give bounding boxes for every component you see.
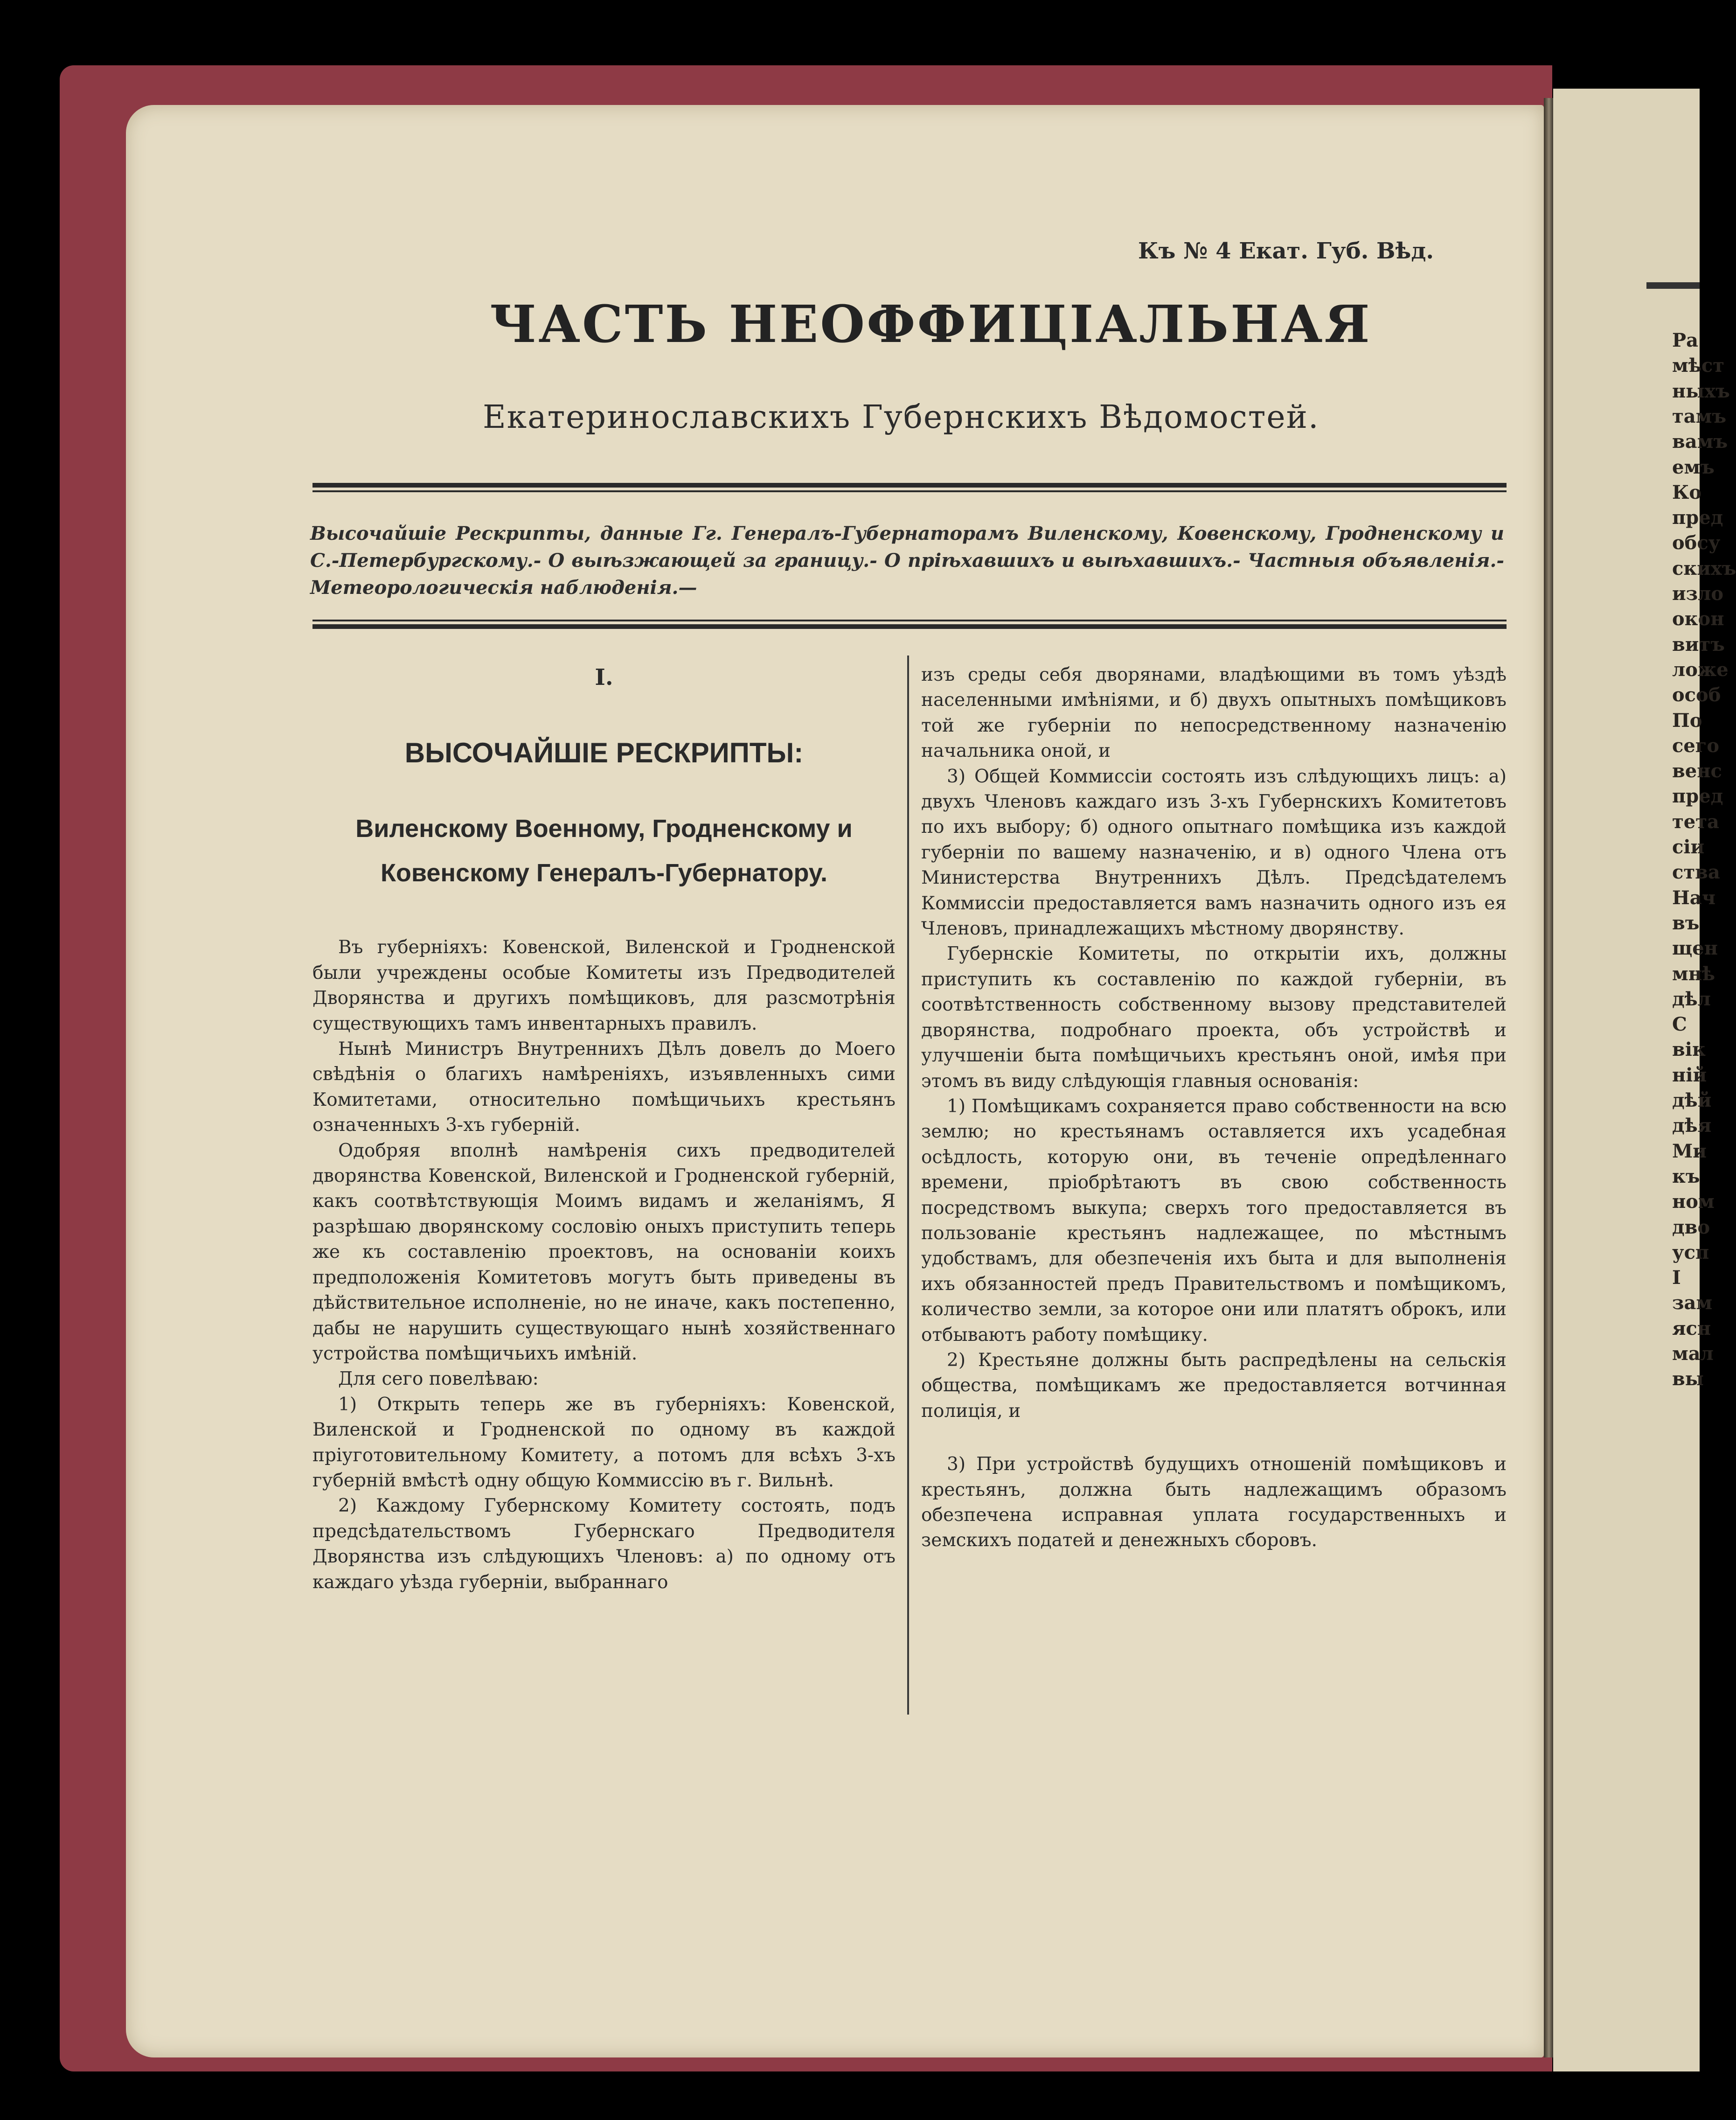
issue-reference: Къ № 4 Екат. Губ. Вѣд. <box>1138 238 1434 264</box>
next-page-fragment: окон <box>1672 608 1724 630</box>
next-page-fragment: ном <box>1672 1191 1715 1213</box>
next-page-fragment: скихъ <box>1672 558 1736 579</box>
next-page-fragment: ясн <box>1672 1318 1711 1339</box>
section-number: I. <box>595 664 613 690</box>
next-page-fragment: къ <box>1672 1165 1700 1187</box>
next-page-fragment: дѣй <box>1672 1089 1712 1111</box>
next-page-fragment: тета <box>1672 811 1719 833</box>
paragraph: 3) Общей Коммиссіи состоять изъ слѣдующихъ лицъ: а) двухъ Членовъ каждаго изъ 3-хъ Губернскихъ Комитетовъ по ихъ выбору; б) одного опытнаго помѣщика изъ каждой губерніи по вашему назначенію, и в) одного Члена отъ Министерства Внутреннихъ Дѣлъ. Предсѣдателемъ Коммиссіи предоставляется вамъ назначить одного изъ ея Членовъ, принадлежащихъ мѣстному дворянству. <box>921 766 1507 940</box>
next-page-fragment: І <box>1672 1267 1681 1289</box>
paragraph: 1) Помѣщикамъ сохраняется право собственности на всю землю; но крестьянамъ оставляется ихъ усадебная осѣдлость, которую они, въ теченіе опредѣленнаго времени, пріобрѣтаютъ въ свою собственность посредствомъ выкупа; сверхъ того предоставляется въ пользованіе крестьянъ надлежащее, по мѣстнымъ удобствамъ, для обезпеченія ихъ быта и для выполненія ихъ обязанностей предъ Правительствомъ и помѣщикомъ, количество земли, за которое они или платятъ оброкъ, или отбываютъ работу помѣщику. <box>921 1095 1507 1346</box>
next-page-fragment: ства <box>1672 861 1720 883</box>
next-page-fragment: дѣя <box>1672 1115 1712 1137</box>
next-page-fragment: дѣл <box>1672 988 1711 1010</box>
paragraph: Для сего повелѣваю: <box>338 1368 539 1390</box>
contents-rule-thin <box>312 620 1507 621</box>
next-page-fragment: По <box>1672 710 1702 732</box>
paragraph: Въ губерніяхъ: Ковенской, Виленской и Гродненской были учреждены особые Комитеты изъ Предводителей Дворянства и другихъ помѣщиковъ, для разсмотрѣнія существующихъ тамъ инвентарныхъ правилъ. <box>312 937 896 1034</box>
next-page-fragment: Ра <box>1672 329 1698 351</box>
contents-summary: Высочайшіе Рескрипты, данные Гг. Генералъ-Губернаторамъ Виленскому, Ковенскому, Гродненскому и С.-Петербургскому.- О выѣзжающей за границу.- О пріѣхавшихъ и выѣхавшихъ.- Частныя объявленія.- Метеорологическія наблюденія.— <box>310 523 1504 599</box>
next-page-fragment: вік <box>1672 1039 1706 1060</box>
left-column <box>312 662 896 1595</box>
next-page-fragment: витъ <box>1672 634 1725 656</box>
next-page-rule <box>1646 282 1700 289</box>
next-page-fragment: щен <box>1672 937 1718 959</box>
next-page-fragment: ложе <box>1672 659 1729 681</box>
next-page-fragment: емъ <box>1672 456 1715 478</box>
rescript-addressee: Виленскому Военному, Гродненскому и Ковенскому Генералъ-Губернатору. <box>355 815 853 887</box>
paragraph: 3) При устройствѣ будущихъ отношеній помѣщиковъ и крестьянъ, должна быть надлежащимъ образомъ обезпечена исправная уплата государственныхъ и земскихъ податей и денежныхъ сборовъ. <box>921 1454 1507 1551</box>
next-page-fragment: С <box>1672 1013 1687 1035</box>
book-gutter <box>1544 98 1554 2057</box>
next-page-fragment: ній <box>1672 1064 1707 1086</box>
header-rule-top <box>312 483 1507 488</box>
next-page-fragment: мѣст <box>1672 355 1725 377</box>
paragraph: 2) Каждому Губернскому Комитету состоять, подъ предсѣдательствомъ Губернскаго Предводителя Дворянства изъ слѣдующихъ Членовъ: а) по одному отъ каждаго уѣзда губерніи, выбраннаго <box>312 1495 896 1593</box>
next-page-fragment: мал <box>1672 1343 1714 1365</box>
next-page-fragment: тамъ <box>1672 405 1727 427</box>
next-page-fragment: Ко <box>1672 481 1702 503</box>
next-page-fragment: изло <box>1672 583 1724 605</box>
paragraph: 2) Крестьяне должны быть распредѣлены на сельскія общества, помѣщикамъ же предоставляется вотчинная полиція, и <box>921 1349 1507 1422</box>
next-page-fragment: сего <box>1672 735 1719 757</box>
next-page-edge <box>1553 89 1736 2071</box>
paragraph: Одобряя вполнѣ намѣренія сихъ предводителей дворянства Ковенской, Виленской и Гродненской губерній, какъ соотвѣтствующія Моимъ видамъ и желаніямъ, Я разрѣшаю дворянскому сословію оныхъ приступить теперь же къ составленію проектовъ, на основаніи коихъ предположенія Комитетовъ могутъ быть приведены въ дѣйствительное исполненіе, но не иначе, какъ постепенно, дабы не нарушить существующаго нынѣ хозяйственнаго устройства помѣщичьихъ имѣній. <box>312 1140 896 1364</box>
next-page-fragment: зам <box>1672 1292 1713 1314</box>
contents-rule-thick <box>312 624 1507 629</box>
rescript-heading: ВЫСОЧАЙШІЕ РЕСКРИПТЫ: <box>404 737 804 769</box>
paragraph: изъ среды себя дворянами, владѣющими въ томъ уѣздѣ населенными имѣніями, и б) двухъ опытныхъ помѣщиковъ той же губерніи по непосредственному назначенію начальника оной, и <box>921 664 1507 762</box>
next-page-fragment: обсу <box>1672 532 1721 554</box>
page-title: ЧАСТЬ НЕОФФИЦІАЛЬНАЯ <box>490 294 1372 354</box>
next-page-fragment: въ <box>1672 912 1700 934</box>
next-page-fragment: ныхъ <box>1672 380 1730 402</box>
next-page-fragment: венс <box>1672 760 1722 782</box>
next-page-fragment: особ <box>1672 684 1721 706</box>
next-page-fragment: мнѣ <box>1672 963 1715 985</box>
next-page-fragment: Нач <box>1672 887 1715 909</box>
next-page-fragment: пред <box>1672 785 1723 807</box>
header-rule-thin <box>312 490 1507 492</box>
next-page-fragment: сіи <box>1672 836 1705 858</box>
next-page-fragment: вамъ <box>1672 431 1728 453</box>
paragraph: Нынѣ Министръ Внутреннихъ Дѣлъ довелъ до Моего свѣдѣнія о благихъ намѣреніяхъ, изъявленныхъ сими Комитетами, относительно помѣщичьихъ крестьянъ означенныхъ 3-хъ губерній. <box>312 1039 896 1136</box>
paragraph: 1) Открыть теперь же въ губерніяхъ: Ковенской, Виленской и Гродненской по одному въ каждой пріуготовительному Комитету, а потомъ для всѣхъ 3-хъ губерній вмѣстѣ одну общую Коммиссію въ г. Вильнѣ. <box>312 1394 896 1491</box>
next-page-fragment: вы <box>1672 1368 1704 1390</box>
right-column <box>921 662 1507 1554</box>
next-page-fragment: усп <box>1672 1241 1709 1263</box>
paragraph-gap <box>921 1424 1507 1452</box>
next-page-fragment: пред <box>1672 507 1723 529</box>
next-page-fragment: Ми <box>1672 1140 1707 1162</box>
next-page-fragment: дво <box>1672 1216 1710 1238</box>
page-subtitle: Екатеринославскихъ Губернскихъ Вѣдомостей. <box>483 399 1319 436</box>
column-divider <box>907 656 909 1715</box>
paragraph: Губернскіе Комитеты, по открытіи ихъ, должны приступить къ составленію по каждой губерніи, въ соотвѣтственность собственному вызову представителей дворянства, подробнаго проекта, объ устройствѣ и улучшеніи быта помѣщичьихъ крестьянъ оной, имѣя при этомъ въ виду слѣдующія главныя основанія: <box>921 943 1507 1092</box>
